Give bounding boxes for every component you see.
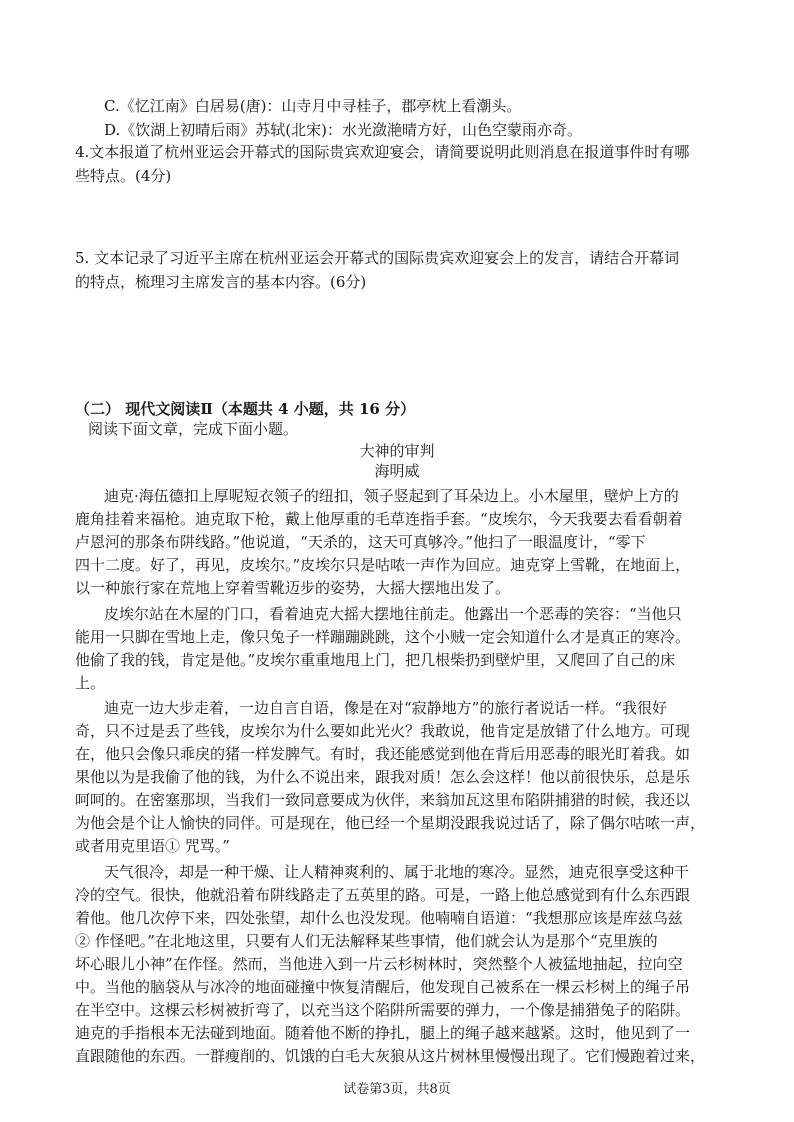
passage-line: 迪克一边大步走着，一边自言自语，像是在对“寂静地方”的旅行者说话一样。“我很好 — [104, 699, 668, 717]
passage-line: 在半空中。这棵云杉树被折弯了，以充当这个陷阱所需要的弹力，一个像是捕猎兔子的陷阱。 — [75, 1001, 691, 1019]
question-4-line-2: 些特点。(4分) — [75, 167, 172, 185]
passage-line: 天气很冷，却是一种干燥、让人精神爽利的、属于北地的寒冷。显然，迪克很享受这种干 — [104, 863, 690, 881]
passage-line: 以一种旅行家在荒地上穿着雪靴迈步的姿势，大摇大摆地出发了。 — [75, 579, 511, 597]
passage-line: 为他会是个让人愉快的同伴。可是现在，他已经一个星期没跟我说过话了，除了偶尔咕哝一声， — [75, 814, 706, 832]
passage-line: 能用一只脚在雪地上走，像只兔子一样蹦蹦跳跳，这个小贼一定会知道什么才是真正的寒冷。 — [75, 628, 691, 646]
question-5-line-2: 的特点，梳理习主席发言的基本内容。(6分) — [75, 273, 367, 291]
question-4-line-1: 4.文本报道了杭州亚运会开幕式的国际贵宾欢迎宴会，请简要说明此则消息在报道事件时有哪 — [75, 143, 690, 161]
passage-line: 果他以为是我偷了他的钱，为什么不说出来，跟我对质！怎么会这样！他以前很快乐，总是乐 — [75, 768, 691, 786]
passage-line: 迪克的手指根本无法碰到地面。随着他不断的挣扎，腿上的绳子越来越紧。这时，他见到了一 — [75, 1024, 691, 1042]
page-footer: 试卷第3页，共8页 — [343, 1082, 451, 1097]
passage-title: 大神的审判 — [359, 442, 435, 460]
passage-line: 着他。他几次停下来，四处张望，却什么也没发现。他喃喃自语道：“我想那应该是库兹乌兹 — [75, 909, 683, 927]
passage-line: 上。 — [75, 674, 106, 692]
passage-line: 冷的空气。很快，他就沿着布阱线路走了五英里的路。可是，一路上他总感觉到有什么东西跟 — [75, 886, 691, 904]
passage-line: 直跟随他的东西。一群瘦削的、饥饿的白毛大灰狼从这片树林里慢慢出现了。它们慢跑着过来， — [75, 1047, 706, 1065]
passage-line: 或者用克里语① 咒骂。” — [75, 837, 230, 855]
passage-line: 鹿角挂着来福枪。迪克取下枪，戴上他厚重的毛草连指手套。“皮埃尔，今天我要去看看朝着 — [75, 510, 683, 528]
section-heading: （二） 现代文阅读Ⅱ（本题共 4 小题，共 16 分） — [75, 400, 416, 418]
passage-line: 呵呵的。在密塞那坝，当我们一致同意要成为伙伴，来翁加瓦这里布陷阱捕猎的时候，我还以 — [75, 791, 691, 809]
passage-line: 坏心眼儿小神”在作怪。然而，当他进入到一片云杉树林时，突然整个人被猛地抽起，拉向空 — [75, 955, 683, 973]
passage-line: 四十二度。好了，再见，皮埃尔。”皮埃尔只是咕哝一声作为回应。迪克穿上雪靴，在地面上， — [75, 556, 691, 574]
passage-line: 他偷了我的钱，肯定是他。”皮埃尔重重地甩上门，把几根柴扔到壁炉里，又爬回了自己的床 — [75, 651, 676, 669]
passage-line: 奇，只不过是丢了些钱，皮埃尔为什么要如此光火？我敢说，他肯定是放错了什么地方。可现 — [75, 722, 691, 740]
passage-line: 迪克·海伍德扣上厚呢短衣领子的纽扣，领子竖起到了耳朵边上。小木屋里，壁炉上方的 — [104, 487, 679, 505]
option-c: C.《忆江南》白居易(唐)：山寺月中寻桂子，郡亭枕上看潮头。 — [104, 97, 522, 115]
question-5-line-1: 5. 文本记录了习近平主席在杭州亚运会开幕式的国际贵宾欢迎宴会上的发言，请结合开幕词 — [75, 249, 680, 267]
passage-line: ② 作怪吧。”在北地这里，只要有人们无法解释某些事情，他们就会认为是那个“克里族的 — [75, 932, 658, 950]
passage-line: 皮埃尔站在木屋的门口，看着迪克大摇大摆地往前走。他露出一个恶毒的笑容：“当他只 — [104, 605, 682, 623]
passage-line: 在，他只会像只乖戾的猪一样发脾气。有时，我还能感觉到他在背后用恶毒的眼光盯着我。如 — [75, 745, 691, 763]
passage-line: 卢恩河的那条布阱线路。”他说道，“天杀的，这天可真够冷。”他扫了一眼温度计，“零下 — [75, 533, 646, 551]
passage-line: 中。当他的脑袋从与冰冷的地面碰撞中恢复清醒后，他发现自己被系在一棵云杉树上的绳子吊 — [75, 978, 691, 996]
section-instruction: 阅读下面文章，完成下面小题。 — [88, 420, 299, 438]
option-d: D.《饮湖上初晴后雨》苏轼(北宋)：水光潋滟晴方好，山色空蒙雨亦奇。 — [104, 121, 582, 139]
passage-author: 海明威 — [374, 462, 420, 480]
